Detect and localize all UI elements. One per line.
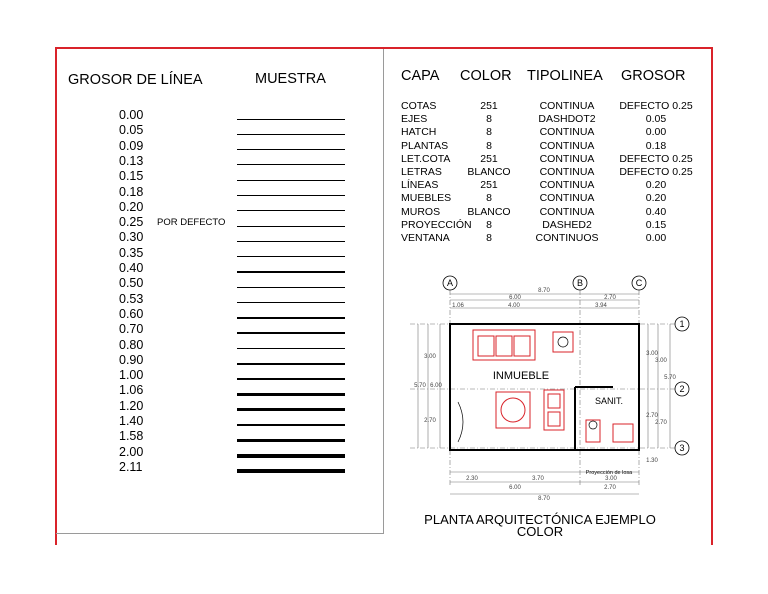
layer-color: 251: [480, 100, 498, 112]
dim-left-b: 5.70: [414, 383, 426, 389]
layer-linetype: CONTINUOS: [535, 232, 599, 244]
layer-weight: 0.00: [645, 232, 667, 244]
col-header-capa: CAPA: [401, 68, 440, 84]
weight-sample-line: [237, 119, 345, 120]
dim-top-sub-b: 4.00: [508, 303, 520, 309]
axis-2-label: 2: [679, 384, 685, 394]
floor-plan: [408, 272, 698, 507]
layer-name: MUROS: [401, 205, 441, 218]
weight-value: 1.00: [119, 368, 144, 383]
axis-a-label: A: [446, 278, 454, 288]
weight-sample-line: [237, 469, 345, 473]
dim-bottom-c: 3.00: [605, 476, 617, 482]
weight-value: 1.40: [119, 414, 144, 428]
dim-top-right: 2.70: [604, 295, 616, 301]
weight-sample-line: [237, 134, 345, 135]
weight-sample-line: [237, 241, 345, 242]
layer-weight: 0.18: [645, 139, 667, 152]
room-label-main: INMUEBLE: [492, 370, 550, 382]
default-note: POR DEFECTO: [157, 217, 226, 228]
weight-value: 0.50: [119, 276, 144, 291]
weight-value: 1.58: [119, 429, 144, 444]
weight-sample-line: [237, 348, 345, 350]
layer-color: 8: [486, 113, 492, 126]
axis-3-label: 3: [679, 443, 685, 453]
weight-value: 0.00: [119, 108, 144, 122]
layer-name: VENTANA: [401, 232, 450, 244]
layer-weight: DEFECTO 0.25: [619, 152, 693, 165]
dim-right-b: 3.00: [655, 358, 667, 364]
axis-c-label: C: [635, 278, 643, 288]
caption-line-1: PLANTA ARQUITECTÓNICA EJEMPLO: [424, 512, 656, 527]
weight-value: 0.13: [119, 153, 144, 168]
dim-bottom-left: 6.00: [509, 485, 521, 491]
weight-sample-line: [237, 287, 345, 289]
panel-divider: [383, 49, 384, 534]
col-header-color: COLOR: [460, 68, 512, 84]
plan-caption: [400, 514, 680, 538]
weight-sample-line: [237, 256, 345, 257]
layer-linetype: CONTINUA: [539, 166, 595, 178]
layer-linetype: DASHED2: [542, 218, 592, 231]
layer-name: COTAS: [401, 100, 437, 112]
room-label-bath: SANIT.: [594, 396, 624, 406]
weight-value: 0.25: [119, 215, 144, 230]
weight-value: 0.15: [119, 169, 144, 184]
sample-header: MUESTRA: [255, 71, 326, 87]
dim-left-a: 3.00: [424, 354, 436, 360]
layer-linetype: CONTINUA: [539, 205, 595, 218]
weight-value: 0.70: [119, 322, 144, 337]
layer-color: BLANCO: [467, 166, 511, 178]
layer-linetype: DASHDOT2: [538, 113, 596, 126]
dim-top-total: 8.70: [538, 288, 550, 294]
weight-value: 0.18: [119, 184, 144, 199]
frame-left-border: [55, 49, 57, 545]
layer-linetype: CONTINUA: [539, 152, 595, 165]
weight-value: 0.80: [119, 337, 144, 352]
layer-weight: 0.40: [645, 205, 667, 218]
weight-sample-line: [237, 226, 345, 227]
dim-right-c: 5.70: [664, 375, 676, 381]
weight-sample-line: [237, 195, 345, 196]
weight-value: 0.09: [119, 138, 144, 153]
weight-value: 1.06: [119, 383, 144, 398]
axis-b-label: B: [576, 278, 584, 288]
layer-color: 8: [486, 192, 492, 205]
dim-top-left: 6.00: [509, 295, 521, 301]
frame-right-border: [711, 49, 713, 545]
col-header-tipolinea: TIPOLINEA: [527, 68, 603, 84]
panel-bottom-line: [56, 533, 384, 534]
layer-name: LÍNEAS: [401, 179, 439, 192]
dim-right-f: 1.30: [646, 458, 658, 464]
layer-weight: 0.00: [645, 126, 667, 139]
weight-sample-line: [237, 424, 345, 427]
weight-value: 0.53: [119, 291, 144, 306]
weight-value: 0.05: [119, 123, 144, 138]
weight-sample-line: [237, 393, 345, 395]
weight-value: 0.20: [119, 199, 144, 214]
dim-right-a: 3.00: [646, 351, 658, 357]
layer-linetype: CONTINUA: [539, 126, 595, 139]
dim-left-c: 6.00: [430, 383, 442, 389]
weight-sample-line: [237, 332, 345, 334]
weight-value: 1.20: [119, 398, 144, 413]
weight-value: 0.30: [119, 230, 144, 245]
layer-linetype: CONTINUA: [539, 100, 595, 112]
layer-color: 8: [486, 139, 492, 152]
weight-value: 2.11: [119, 459, 143, 474]
layer-linetype: CONTINUA: [539, 139, 595, 152]
layer-name: MUEBLES: [401, 192, 452, 205]
layer-name: HATCH: [401, 126, 437, 139]
layer-weight: DEFECTO 0.25: [619, 166, 693, 178]
layer-color: 8: [486, 232, 492, 244]
weight-sample-line: [237, 363, 345, 365]
layer-name: PROYECCIÓN: [401, 218, 472, 231]
weight-value: 0.35: [119, 245, 144, 260]
layer-weight: 0.20: [645, 192, 667, 205]
caption-line-2: COLOR: [516, 524, 564, 539]
weight-value: 0.90: [119, 352, 144, 367]
weight-sample-line: [237, 408, 345, 411]
layer-weight: DEFECTO 0.25: [619, 100, 693, 112]
layer-name: LETRAS: [401, 166, 442, 178]
frame-top-border: [55, 47, 713, 49]
weight-sample-line: [237, 271, 345, 272]
dim-right-d: 2.70: [646, 413, 658, 419]
layer-linetype: CONTINUA: [539, 192, 595, 205]
layer-color: 251: [480, 152, 498, 165]
projection-note: Proyección de losa: [585, 470, 633, 476]
weight-sample-line: [237, 454, 345, 458]
weight-sample-line: [237, 317, 345, 319]
layer-name: PLANTAS: [401, 139, 449, 152]
weight-sample-line: [237, 149, 345, 150]
dim-bottom-a: 2.30: [466, 476, 478, 482]
layer-linetype: CONTINUA: [539, 179, 595, 192]
layer-color: 8: [486, 218, 492, 231]
layer-name: EJES: [401, 113, 428, 126]
layer-color: 251: [480, 179, 498, 192]
dim-bottom-b: 3.70: [532, 476, 544, 482]
layer-weight: 0.20: [645, 179, 667, 192]
weight-value: 0.40: [119, 261, 144, 275]
axis-1-label: 1: [679, 319, 685, 329]
dim-bottom-right: 2.70: [604, 485, 616, 491]
layer-color: BLANCO: [467, 205, 511, 218]
col-header-grosor: GROSOR: [621, 68, 686, 84]
dim-bottom-total: 8.70: [538, 496, 550, 502]
layer-name: LET.COTA: [401, 152, 451, 165]
weight-sample-line: [237, 180, 345, 181]
layer-weight: 0.15: [645, 218, 667, 231]
layer-weight: 0.05: [645, 113, 667, 126]
weight-value: 0.60: [119, 306, 144, 321]
weight-sample-line: [237, 210, 345, 211]
weight-sample-line: [237, 378, 345, 380]
weight-sample-line: [237, 302, 345, 304]
weight-sample-line: [237, 439, 345, 442]
weight-sample-line: [237, 164, 345, 165]
dim-top-sub-c: 3.94: [595, 303, 607, 309]
weight-value: 2.00: [119, 444, 144, 459]
dim-top-sub-a: 1.06: [452, 303, 464, 309]
dim-right-e: 2.70: [655, 420, 667, 426]
thickness-header: GROSOR DE LÍNEA: [68, 72, 203, 88]
dim-left-d: 2.70: [424, 418, 436, 424]
layer-color: 8: [486, 126, 492, 139]
